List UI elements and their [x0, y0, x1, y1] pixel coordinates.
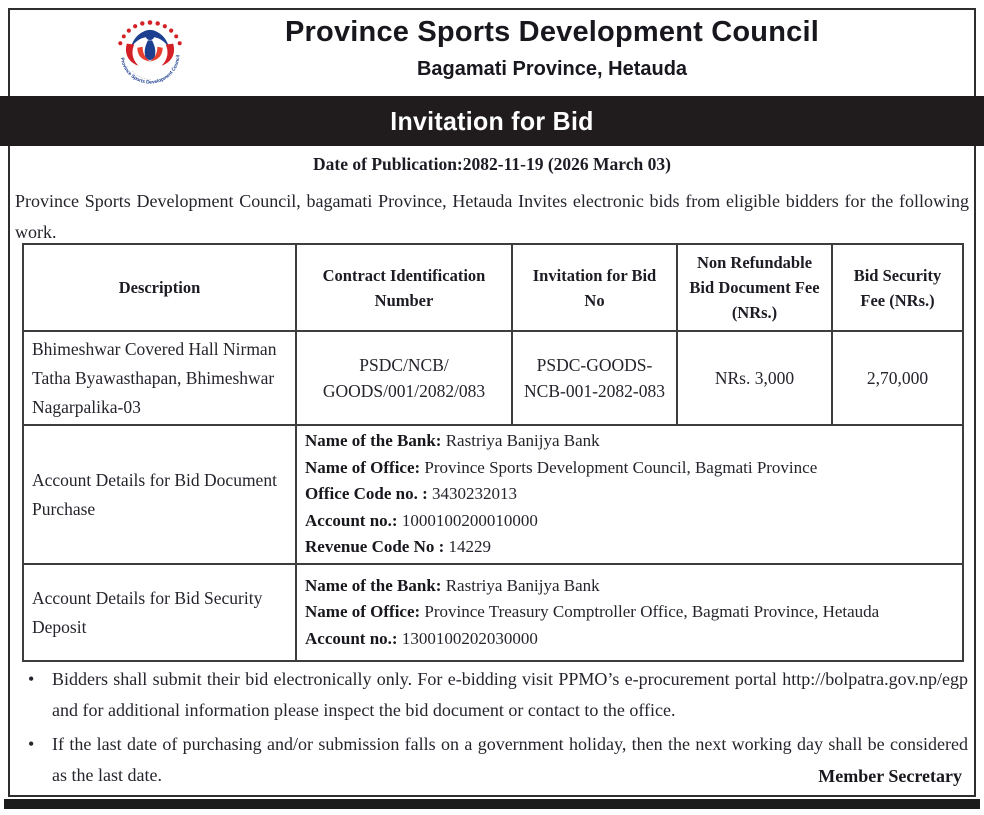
- page-title: Province Sports Development Council: [285, 16, 819, 48]
- bottom-rule: [4, 799, 980, 809]
- bank-name-line: [305, 428, 954, 455]
- col-header-invitation-no: Invitation for Bid No: [512, 244, 677, 331]
- bank-name-label: Name of the Bank:: [305, 431, 442, 451]
- svg-text:~ ~ ~ ~ ~ ~ ~ ~: ~ ~ ~ ~ ~ ~ ~ ~: [130, 69, 152, 82]
- revenue-code-label: Revenue Code No :: [305, 537, 445, 557]
- page-subtitle: Bagamati Province, Hetauda: [416, 58, 688, 80]
- document-header: [10, 10, 974, 94]
- col-header-contract-id: Contract Identification Number: [296, 244, 512, 331]
- svg-text:Province Sports Development Co: Province Sports Development Council: [118, 54, 182, 86]
- office-name-label: Name of Office:: [305, 457, 421, 477]
- contract-id-line1: PSDC/NCB/: [359, 355, 449, 375]
- bullet-icon: •: [28, 734, 35, 754]
- table-header-row: [23, 244, 963, 331]
- contract-id-line2: GOODS/001/2082/083: [322, 381, 486, 401]
- sports-council-logo-icon: [110, 12, 190, 92]
- office-name-value: Province Sports Development Council, Bagmati Province: [420, 457, 818, 477]
- bullet-icon: •: [28, 669, 35, 689]
- invitation-banner: [0, 96, 984, 146]
- publication-date: Date of Publication:2082-11-19 (2026 March 03): [313, 154, 671, 174]
- account-security-details: [296, 564, 963, 661]
- invitation-no-line2: NCB-001-2082-083: [524, 381, 665, 401]
- banner-title: Invitation for Bid: [390, 105, 594, 136]
- security-office-name-line: [305, 599, 954, 626]
- office-name-line: [305, 455, 954, 482]
- revenue-code-line: [305, 534, 954, 561]
- account-purchase-title: Account Details for Bid Document Purchase: [23, 425, 296, 564]
- office-code-line: [305, 481, 954, 508]
- bid-document-fee: NRs. 3,000: [677, 331, 832, 425]
- bid-details-table: [22, 243, 964, 662]
- office-code-value: 3430232013: [427, 484, 518, 504]
- col-header-description: Description: [23, 244, 296, 331]
- account-no-value: 1000100200010000: [397, 510, 538, 530]
- note-ebidding-text: Bidders shall submit their bid electronically only. For e-bidding visit PPMO’s e-procurement portal http://bolpatra.gov.np/egp and for additional information please inspect the bid document or contact to the office.: [52, 669, 968, 720]
- security-account-no-line: [305, 626, 954, 653]
- security-account-no-label: Account no.:: [305, 628, 398, 648]
- security-office-name-label: Name of Office:: [305, 602, 421, 622]
- note-holiday-text: If the last date of purchasing and/or submission falls on a government holiday, then the next working day shall be considered as the last date.: [52, 734, 968, 785]
- signature-title: Member Secretary: [818, 766, 962, 786]
- col-header-security-fee: Bid Security Fee (NRs.): [832, 244, 963, 331]
- contract-id-number: [296, 331, 512, 425]
- security-bank-name-line: [305, 573, 954, 600]
- account-no-label: Account no.:: [305, 510, 398, 530]
- account-security-row: [23, 564, 963, 661]
- invitation-no-line1: PSDC-GOODS-: [536, 355, 653, 375]
- intro-paragraph: Province Sports Development Council, bagamati Province, Hetauda Invites electronic bids from eligible bidders for the following work.: [15, 191, 969, 242]
- bid-item-row: [23, 331, 963, 425]
- account-purchase-row: [23, 425, 963, 564]
- account-purchase-details: [296, 425, 963, 564]
- invitation-bid-no: [512, 331, 677, 425]
- security-bank-name-label: Name of the Bank:: [305, 575, 442, 595]
- security-account-no-value: 1300100202030000: [397, 628, 538, 648]
- security-bank-name-value: Rastriya Banijya Bank: [441, 575, 600, 595]
- bid-security-fee: 2,70,000: [832, 331, 963, 425]
- col-header-document-fee: Non Refundable Bid Document Fee (NRs.): [677, 244, 832, 331]
- account-security-title: Account Details for Bid Security Deposit: [23, 564, 296, 661]
- bank-name-value: Rastriya Banijya Bank: [441, 431, 600, 451]
- account-no-line: [305, 508, 954, 535]
- office-code-label: Office Code no. :: [305, 484, 428, 504]
- security-office-name-value: Province Treasury Comptroller Office, Bagmati Province, Hetauda: [420, 602, 880, 622]
- revenue-code-value: 14229: [444, 537, 492, 557]
- note-ebidding: [14, 664, 968, 726]
- bid-description: Bhimeshwar Covered Hall Nirman Tatha Byawasthapan, Bhimeshwar Nagarpalika-03: [23, 331, 296, 425]
